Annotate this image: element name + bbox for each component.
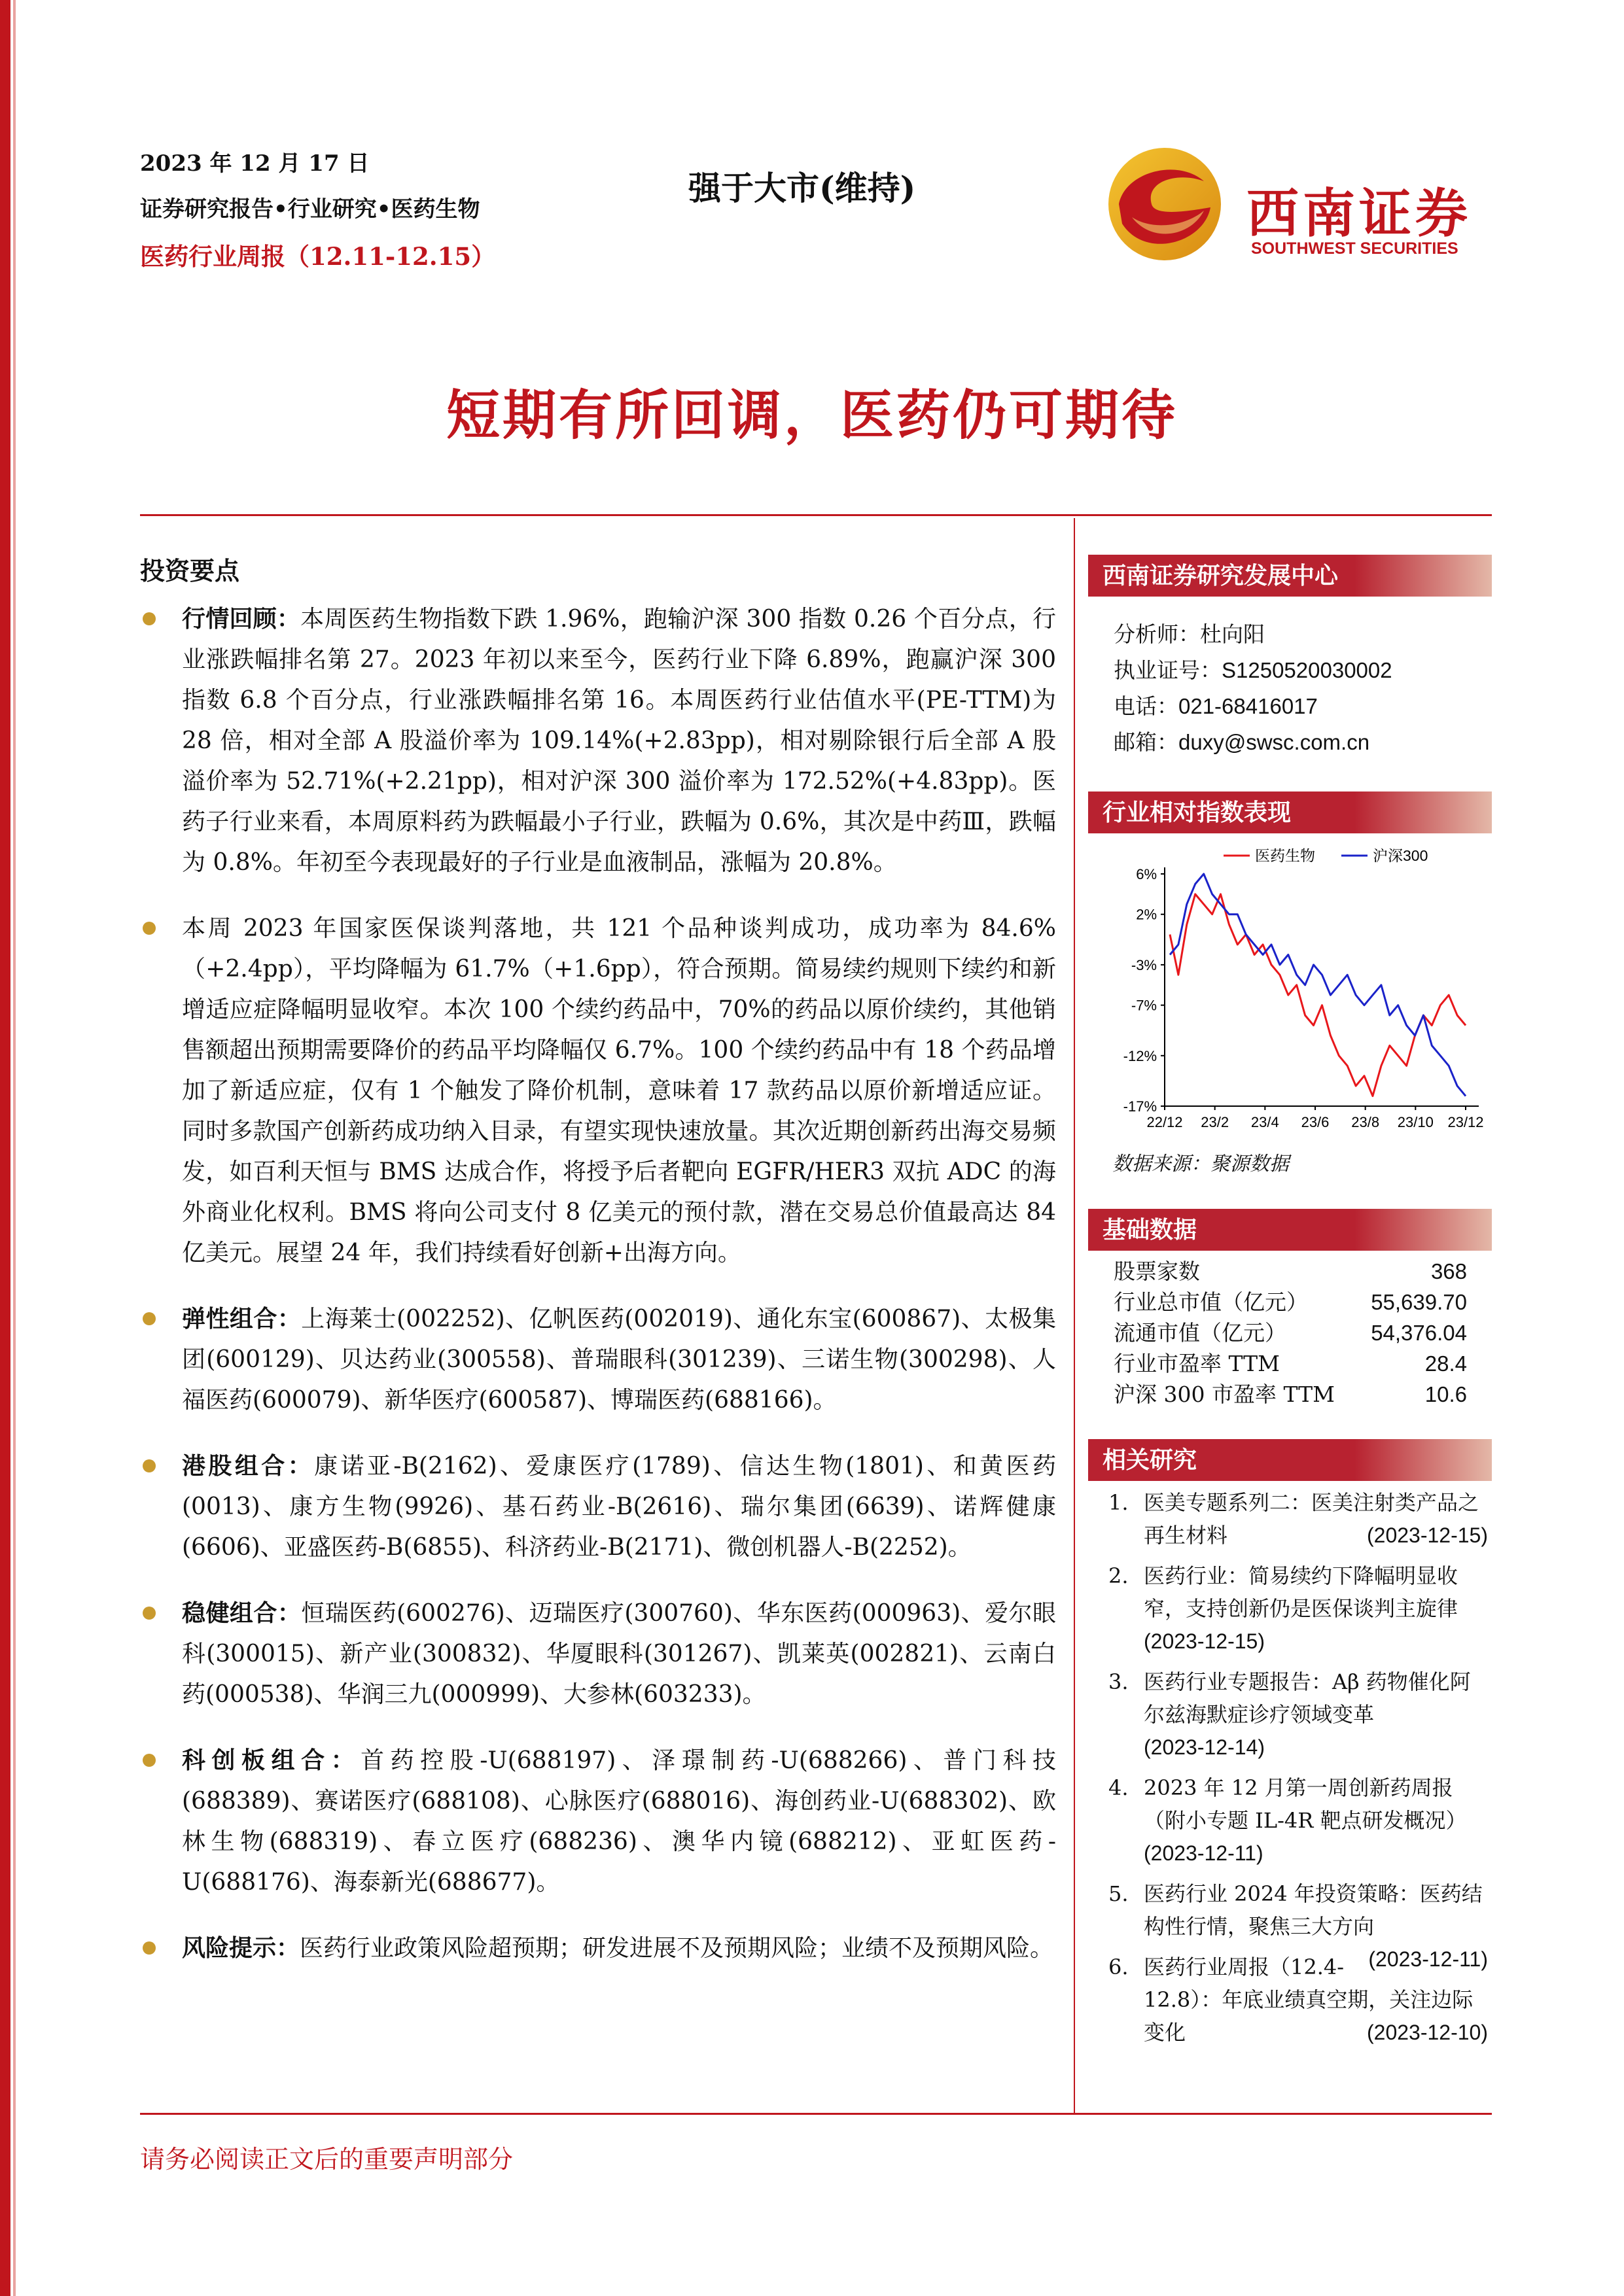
y-tick-label: -12% (1123, 1047, 1157, 1064)
related-item[interactable]: 3. 医药行业专题报告：Aβ 药物催化阿尔兹海默症诊疗领域变革 (2023-12-14) (1108, 1669, 1471, 1759)
analyst-email-row: 邮箱：duxy@swsc.com.cn (1114, 729, 1370, 755)
y-tick-label: 2% (1136, 906, 1157, 923)
sidebar-related-title: 相关研究 (1088, 1439, 1492, 1481)
y-tick-label: -3% (1131, 956, 1157, 973)
bullet-hk-portfolio: 港股组合：康诺亚-B(2162)、爱康医疗(1789)、信达生物(1801)、和黄医药(0013)、康方生物(9926)、基石药业-B(2616)、瑞尔集团(6639)、诺辉健康(6606)、亚盛医药-B(6855)、科济药业-B(2171)、微创机器人-B(2252)。 (140, 1446, 1056, 1568)
base-data-table (1114, 1256, 1467, 1410)
sidebar-chart-title: 行业相对指数表现 (1088, 791, 1492, 833)
footer-divider (140, 2113, 1492, 2115)
column-divider (1074, 518, 1075, 2113)
rating: 强于大市(维持) (688, 169, 916, 207)
bullet-stable-portfolio: 稳健组合：恒瑞医药(600276)、迈瑞医疗(300760)、华东医药(000963)、爱尔眼科(300015)、新产业(300832)、华厦眼科(301267)、凯莱英(002821)、云南白药(000538)、华润三九(000999)、大参林(603233)。 (140, 1593, 1056, 1715)
base-row-stocks: 股票家数 368 (1114, 1259, 1467, 1284)
bullet-dot-icon (143, 1754, 156, 1767)
y-tick-label: -7% (1131, 997, 1157, 1014)
related-item[interactable]: 6. 医药行业周报（12.4-12.8）：年底业绩真空期，关注边际变化 (2023-12-10) (1108, 1955, 1488, 2045)
related-item[interactable]: 1. 医美专题系列二：医美注射类产品之再生材料 (2023-12-15) (1108, 1490, 1488, 1548)
legend-label-0: 医药生物 (1255, 847, 1315, 864)
series-line-0 (1170, 894, 1466, 1096)
bullet-dot-icon (143, 1312, 156, 1325)
bullet-risk: 风险提示：医药行业政策风险超预期；研发进展不及预期风险；业绩不及预期风险。 (140, 1928, 1056, 1969)
base-row-total-mv: 行业总市值（亿元） 55,639.70 (1114, 1289, 1467, 1315)
bullet-dot-icon (143, 1941, 156, 1955)
title-divider (140, 514, 1492, 516)
x-tick-label: 23/4 (1250, 1114, 1279, 1129)
footer-disclaimer: 请务必阅读正文后的重要声明部分 (140, 2145, 514, 2174)
y-tick-label: -17% (1123, 1098, 1157, 1115)
brand-name-en: SOUTHWEST SECURITIES (1251, 239, 1458, 258)
related-item[interactable]: 2. 医药行业：简易续约下降幅明显收窄，支持创新仍是医保谈判主旋律 (2023-12-15) (1108, 1563, 1458, 1653)
analyst-phone-row: 电话：021-68416017 (1114, 693, 1318, 719)
x-tick-label: 22/12 (1146, 1114, 1183, 1129)
chart-source: 数据来源：聚源数据 (1112, 1153, 1289, 1175)
bullet-star-portfolio: 科创板组合：首药控股-U(688197)、泽璟制药-U(688266)、普门科技(688389)、赛诺医疗(688108)、心脉医疗(688016)、海创药业-U(688302)、欧林生物(688319)、春立医疗(688236)、澳华内镜(688212)、亚虹医药-U(688176)、海泰新光(688677)。 (140, 1740, 1056, 1903)
section-heading: 投资要点 (140, 556, 240, 585)
legend-label-1: 沪深300 (1373, 847, 1428, 864)
brand-logo-icon (1106, 145, 1224, 263)
base-row-csi-pe: 沪深 300 市盈率 TTM 10.6 (1114, 1382, 1467, 1407)
report-category: 证券研究报告•行业研究•医药生物 (140, 196, 480, 222)
y-tick-label: 6% (1136, 866, 1157, 882)
bullet-dot-icon (143, 1459, 156, 1472)
base-row-pe: 行业市盈率 TTM 28.4 (1114, 1351, 1467, 1376)
brand-name-cn: 西南证券 (1246, 183, 1472, 244)
main-body (140, 599, 1056, 1994)
bullet-elastic-portfolio: 弹性组合：上海莱士(002252)、亿帆医药(002019)、通化东宝(600867)、太极集团(600129)、贝达药业(300558)、普瑞眼科(301239)、三诺生物(300298)、人福医药(600079)、新华医疗(600587)、博瑞医药(688166)。 (140, 1298, 1056, 1421)
left-accent-stripe (13, 0, 16, 2296)
bullet-market-review: 行情回顾：本周医药生物指数下跌 1.96%，跑输沪深 300 指数 0.26 个百分点，行业涨跌幅排名第 27。2023 年初以来至今，医药行业下降 6.89%，跑赢沪深 300 指数 6.8 个百分点，行业涨跌幅排名第 16。本周医药行业估值水平(PE-TTM)为 28 倍，相对全部 A 股溢价率为 109.14%(+2.83pp)，相对剔除银行后全部 A 股溢价率为 52.71%(+2.21pp)，相对沪深 300 溢价率为 172.52%(+4.83pp)。医药子行业来看，本周原料药为跌幅最小子行业，跌幅为 0.6%，其次是中药Ⅲ，跌幅为 0.8%。年初至今表现最好的子行业是血液制品，涨幅为 20.8%。 (140, 599, 1056, 883)
x-tick-label: 23/8 (1351, 1114, 1380, 1129)
page-title: 短期有所回调，医药仍可期待 (446, 384, 1178, 447)
related-item[interactable]: 4. 2023 年 12 月第一周创新药周报（附小专题 IL-4R 靶点研发概况） (2023-12-11) (1108, 1775, 1467, 1865)
x-tick-label: 23/12 (1447, 1114, 1484, 1129)
bullet-dot-icon (143, 612, 156, 625)
report-series: 医药行业周报（12.11-12.15） (140, 242, 496, 271)
related-item[interactable]: 5. 医药行业 2024 年投资策略：医药结构性行情，聚焦三大方向 (2023-12-11) (1108, 1881, 1488, 1971)
x-tick-label: 23/2 (1201, 1114, 1229, 1129)
relative-index-chart (1099, 841, 1492, 1129)
bullet-dot-icon (143, 1607, 156, 1620)
x-tick-label: 23/10 (1397, 1114, 1434, 1129)
report-date: 2023 年 12 月 17 日 (140, 150, 370, 177)
sidebar-center-title: 西南证券研究发展中心 (1088, 555, 1492, 597)
left-accent-bar (0, 0, 10, 2296)
bullet-insurance-negotiation: 本周 2023 年国家医保谈判落地，共 121 个品种谈判成功，成功率为 84.6%（+2.4pp），平均降幅为 61.7%（+1.6pp），符合预期。简易续约规则下续约和新增适应症降幅明显收窄。本次 100 个续约药品中，70%的药品以原价续约，其他销售额超出预期需要降价的药品平均降幅仅 6.7%。100 个续约药品中有 18 个药品增加了新适应症，仅有 1 个触发了降价机制，意味着 17 款药品以原价新增适应证。同时多款国产创新药成功纳入目录，有望实现快速放量。其次近期创新药出海交易频发，如百利天恒与 BMS 达成合作，将授予后者靶向 EGFR/HER3 双抗 ADC 的海外商业化权利。BMS 将向公司支付 8 亿美元的预付款，潜在交易总价值最高达 84 亿美元。展望 24 年，我们持续看好创新+出海方向。 (140, 908, 1056, 1274)
sidebar-base-title: 基础数据 (1088, 1209, 1492, 1251)
related-research-list (1108, 1486, 1488, 2057)
analyst-name-row: 分析师：杜向阳 (1114, 621, 1265, 647)
bullet-dot-icon (143, 922, 156, 935)
analyst-license-row: 执业证号：S1250520030002 (1114, 657, 1392, 683)
analyst-info (1114, 616, 1392, 760)
x-tick-label: 23/6 (1301, 1114, 1330, 1129)
base-row-float-mv: 流通市值（亿元） 54,376.04 (1114, 1320, 1467, 1346)
